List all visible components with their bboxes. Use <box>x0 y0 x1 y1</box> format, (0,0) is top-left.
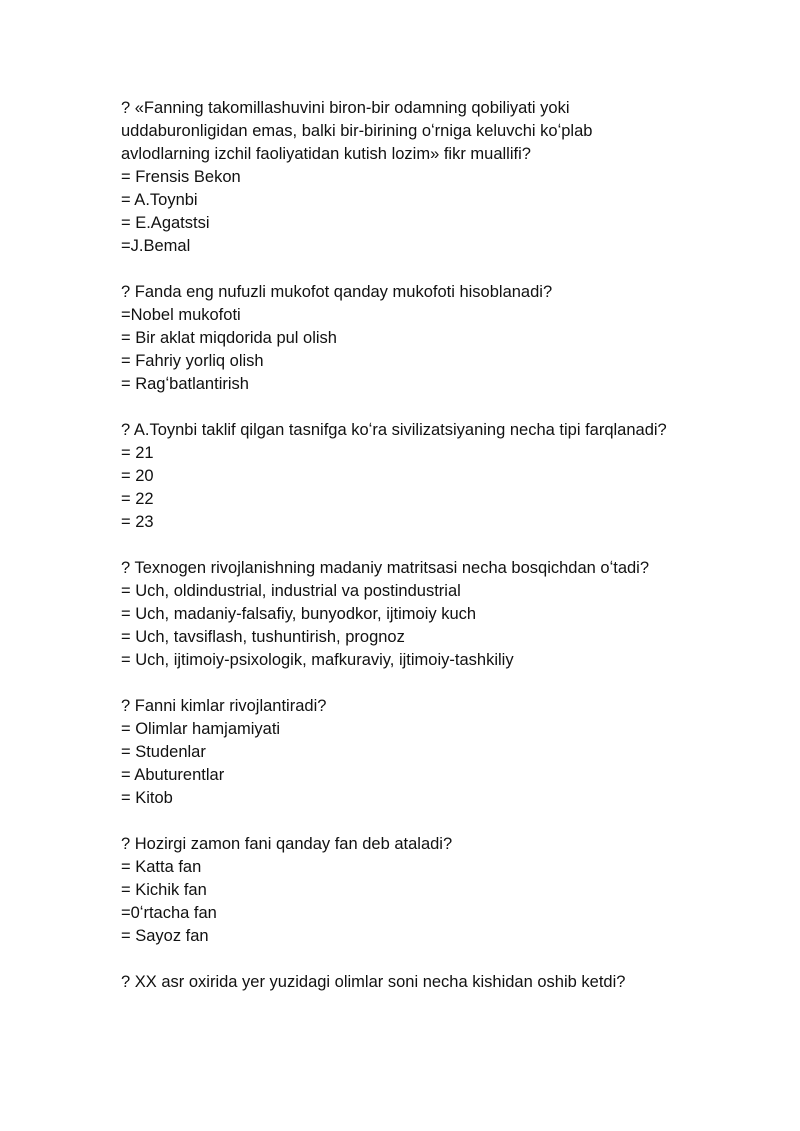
answer-option: =Nobel mukofoti <box>121 306 241 324</box>
answer-option: = Ragʻbatlantirish <box>121 375 249 393</box>
answer-option: = Studenlar <box>121 743 206 761</box>
answer-option: = Katta fan <box>121 858 202 876</box>
answer-option: = Fahriy yorliq olish <box>121 352 264 370</box>
answer-option: = E.Agatstsi <box>121 214 210 232</box>
answer-option: = 20 <box>121 467 154 485</box>
document-page <box>121 97 701 1017</box>
answer-option: = 23 <box>121 513 154 531</box>
answer-option: = Olimlar hamjamiyati <box>121 720 281 738</box>
answer-option: = Kichik fan <box>121 881 207 899</box>
question-block <box>121 419 701 534</box>
answer-option: = Bir aklat miqdorida pul olish <box>121 329 337 347</box>
answer-option: = 21 <box>121 444 154 462</box>
answer-option: = A.Toynbi <box>121 191 198 209</box>
answer-option: =0ʻrtacha fan <box>121 904 217 922</box>
answer-option: = Frensis Bekon <box>121 168 241 186</box>
question-block <box>121 557 701 672</box>
answer-option: = Sayoz fan <box>121 927 209 945</box>
question-text: ? Hozirgi zamon fani qanday fan deb ataladi? <box>121 835 453 853</box>
answer-option: = Uch, tavsiflash, tushuntirish, prognoz <box>121 628 405 646</box>
question-text: ? A.Toynbi taklif qilgan tasnifga koʻra sivilizatsiyaning necha tipi farqlanadi? <box>121 421 667 439</box>
question-text: ? «Fanning takomillashuvini biron-bir odamning qobiliyati yoki uddaburonligidan emas, balki bir-birining oʻrniga keluvchi koʻplab avlodlarning izchil faoliyatidan kutish lozim» fikr muallifi? <box>121 99 593 163</box>
answer-option: = Abuturentlar <box>121 766 225 784</box>
answer-option: = Kitob <box>121 789 173 807</box>
answer-option: = Uch, madaniy-falsafiy, bunyodkor, ijtimoiy kuch <box>121 605 477 623</box>
answer-option: = Uch, oldindustrial, industrial va postindustrial <box>121 582 461 600</box>
question-text: ? Texnogen rivojlanishning madaniy matritsasi necha bosqichdan oʻtadi? <box>121 559 650 577</box>
question-text: ? XX asr oxirida yer yuzidagi olimlar soni necha kishidan oshib ketdi? <box>121 973 626 991</box>
question-block <box>121 971 701 994</box>
question-block <box>121 97 701 258</box>
answer-option: = Uch, ijtimoiy-psixologik, mafkuraviy, ijtimoiy-tashkiliy <box>121 651 514 669</box>
question-block <box>121 695 701 810</box>
question-text: ? Fanni kimlar rivojlantiradi? <box>121 697 327 715</box>
question-block <box>121 833 701 948</box>
question-block <box>121 281 701 396</box>
question-text: ? Fanda eng nufuzli mukofot qanday mukofoti hisoblanadi? <box>121 283 553 301</box>
answer-option: = 22 <box>121 490 154 508</box>
answer-option: =J.Bemal <box>121 237 191 255</box>
